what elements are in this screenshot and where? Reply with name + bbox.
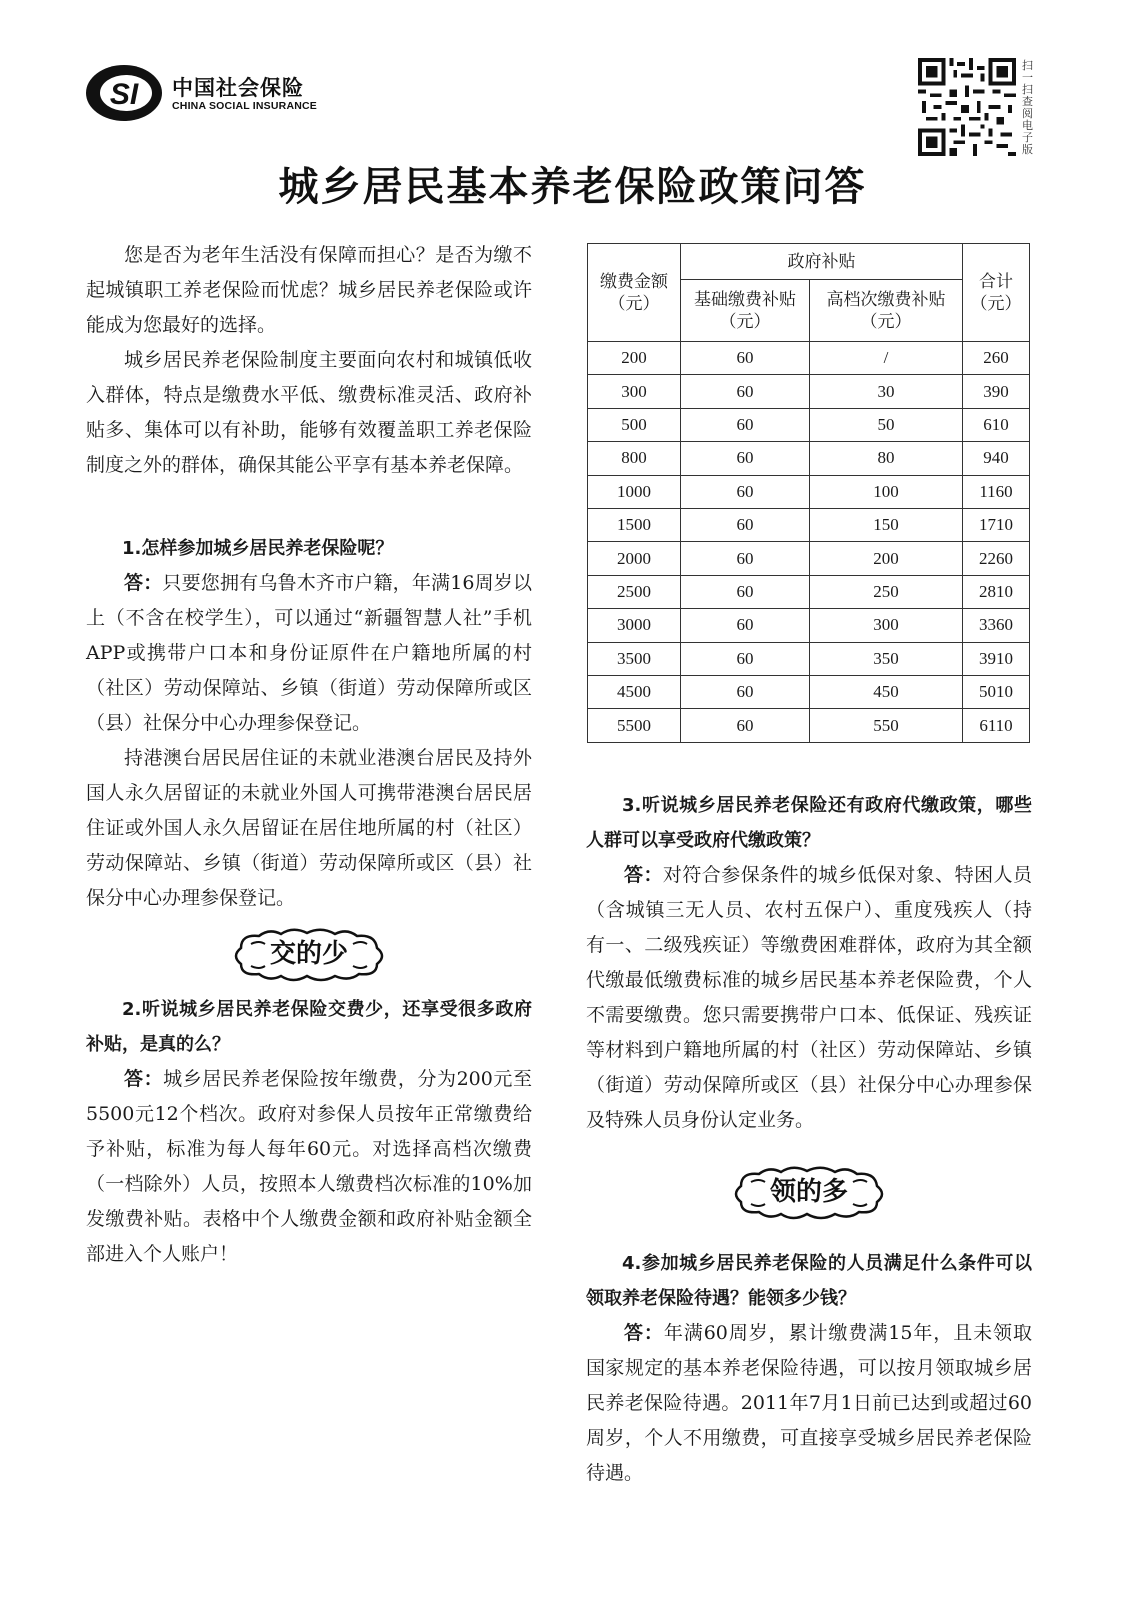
answer-label: 答： — [124, 572, 163, 594]
csi-logo-mark-icon — [84, 62, 164, 124]
cell-high-subsidy: 200 — [810, 542, 963, 575]
answer-3 — [586, 858, 1032, 1138]
table-row — [588, 509, 1030, 542]
answer-label: 答： — [624, 1322, 664, 1344]
cell-total: 3910 — [963, 642, 1030, 675]
question-3: 3.听说城乡居民养老保险还有政府代缴政策，哪些人群可以享受政府代缴政策？ — [586, 795, 1032, 851]
cell-high-subsidy: 350 — [810, 642, 963, 675]
header-basic-subsidy: 基础缴费补贴（元） — [681, 280, 810, 342]
cell-basic-subsidy: 60 — [681, 509, 810, 542]
cell-total: 1160 — [963, 475, 1030, 508]
banner-pay-less-label: 交的少 — [269, 939, 348, 969]
question-1: 1.怎样参加城乡居民养老保险呢？ — [122, 538, 394, 559]
right-column — [586, 788, 1032, 1491]
cell-high-subsidy: 150 — [810, 509, 963, 542]
table-row — [588, 408, 1030, 441]
cell-fee: 3000 — [588, 609, 681, 642]
cell-fee: 1500 — [588, 509, 681, 542]
answer-2-text: 城乡居民养老保险按年缴费，分为200元至5500元12个档次。政府对参保人员按年正常缴费给予补贴，标准为每人每年60元。对选择高档次缴费（一档除外）人员，按照本人缴费档次标准的10%加发缴费补贴。表格中个人缴费金额和政府补贴金额全部进入个人账户！ — [86, 1068, 532, 1265]
answer-2 — [86, 1062, 532, 1272]
cell-total: 390 — [963, 375, 1030, 408]
header-high-subsidy: 高档次缴费补贴（元） — [810, 280, 963, 342]
question-2: 2.听说城乡居民养老保险交费少，还享受很多政府补贴，是真的么？ — [86, 999, 532, 1055]
cell-high-subsidy: / — [810, 342, 963, 375]
table-row — [588, 375, 1030, 408]
header-fee: 缴费金额（元） — [588, 244, 681, 342]
cell-total: 610 — [963, 408, 1030, 441]
intro-paragraph-1: 您是否为老年生活没有保障而担心？是否为缴不起城镇职工养老保险而忧虑？城乡居民养老保险或许能成为您最好的选择。 — [86, 244, 532, 336]
china-social-insurance-logo — [84, 62, 334, 124]
cell-basic-subsidy: 60 — [681, 609, 810, 642]
cell-fee: 3500 — [588, 642, 681, 675]
table-row — [588, 542, 1030, 575]
cell-basic-subsidy: 60 — [681, 342, 810, 375]
table-body — [588, 342, 1030, 743]
header-total: 合计（元） — [963, 244, 1030, 342]
qr-caption: 扫一扫查阅电子版 — [1022, 59, 1033, 156]
intro-paragraph-2: 城乡居民养老保险制度主要面向农村和城镇低收入群体，特点是缴费水平低、缴费标准灵活、政府补贴多、集体可以有补助，能够有效覆盖职工养老保险制度之外的群体，确保其能公平享有基本养老保障。 — [86, 349, 532, 476]
table-row — [588, 475, 1030, 508]
banner-receive-more-label: 领的多 — [769, 1177, 848, 1207]
cell-total: 5010 — [963, 676, 1030, 709]
banner-pay-less — [229, 926, 389, 982]
table-row — [588, 676, 1030, 709]
table-row — [588, 609, 1030, 642]
question-4: 4.参加城乡居民养老保险的人员满足什么条件可以领取养老保险待遇？能领多少钱？ — [586, 1253, 1032, 1309]
cell-high-subsidy: 450 — [810, 676, 963, 709]
cell-basic-subsidy: 60 — [681, 408, 810, 441]
cell-fee: 800 — [588, 442, 681, 475]
table-row — [588, 442, 1030, 475]
cell-fee: 500 — [588, 408, 681, 441]
cell-basic-subsidy: 60 — [681, 375, 810, 408]
cell-total: 1710 — [963, 509, 1030, 542]
cell-basic-subsidy: 60 — [681, 676, 810, 709]
cell-basic-subsidy: 60 — [681, 475, 810, 508]
cell-high-subsidy: 550 — [810, 709, 963, 743]
page-title: 城乡居民基本养老保险政策问答 — [278, 164, 867, 210]
cell-fee: 2000 — [588, 542, 681, 575]
fee-subsidy-table — [587, 243, 1030, 743]
cell-basic-subsidy: 60 — [681, 709, 810, 743]
cell-fee: 300 — [588, 375, 681, 408]
cell-high-subsidy: 100 — [810, 475, 963, 508]
cell-high-subsidy: 300 — [810, 609, 963, 642]
header-gov-subsidy: 政府补贴 — [681, 244, 963, 280]
cell-high-subsidy: 30 — [810, 375, 963, 408]
cell-high-subsidy: 50 — [810, 408, 963, 441]
cell-fee: 200 — [588, 342, 681, 375]
answer-label: 答： — [124, 1068, 164, 1090]
cell-basic-subsidy: 60 — [681, 575, 810, 608]
cell-fee: 2500 — [588, 575, 681, 608]
logo-text-en: CHINA SOCIAL INSURANCE — [172, 100, 317, 112]
answer-1 — [86, 566, 532, 741]
answer-1-extra: 持港澳台居民居住证的未就业港澳台居民及持外国人永久居留证的未就业外国人可携带港澳台居民居住证或外国人永久居留证在居住地所属的村（社区）劳动保障站、乡镇（街道）劳动保障所或区（县）社保分中心办理参保登记。 — [86, 747, 532, 909]
svg-text:SI: SI — [109, 78, 139, 111]
banner-receive-more — [729, 1164, 889, 1220]
cell-high-subsidy: 80 — [810, 442, 963, 475]
table-row — [588, 642, 1030, 675]
cell-total: 2810 — [963, 575, 1030, 608]
qr-code-icon[interactable] — [918, 58, 1016, 156]
cell-basic-subsidy: 60 — [681, 642, 810, 675]
answer-label: 答： — [624, 864, 663, 886]
table-row — [588, 342, 1030, 375]
answer-4-text: 年满60周岁，累计缴费满15年，且未领取国家规定的基本养老保险待遇，可以按月领取城乡居民养老保险待遇。2011年7月1日前已达到或超过60周岁，个人不用缴费，可直接享受城乡居民养老保险待遇。 — [586, 1322, 1032, 1484]
answer-1-text: 只要您拥有乌鲁木齐市户籍，年满16周岁以上（不含在校学生），可以通过“新疆智慧人社”手机APP或携带户口本和身份证原件在户籍地所属的村（社区）劳动保障站、乡镇（街道）劳动保障所或区（县）社保分中心办理参保登记。 — [86, 572, 532, 734]
cell-fee: 5500 — [588, 709, 681, 743]
cell-total: 940 — [963, 442, 1030, 475]
cell-high-subsidy: 250 — [810, 575, 963, 608]
cell-basic-subsidy: 60 — [681, 442, 810, 475]
cell-total: 260 — [963, 342, 1030, 375]
answer-3-text: 对符合参保条件的城乡低保对象、特困人员（含城镇三无人员、农村五保户）、重度残疾人（持有一、二级残疾证）等缴费困难群体，政府为其全额代缴最低缴费标准的城乡居民基本养老保险费，个人不需要缴费。您只需要携带户口本、低保证、残疾证等材料到户籍地所属的村（社区）劳动保障站、乡镇（街道）劳动保障所或区（县）社保分中心办理参保及特殊人员身份认定业务。 — [586, 864, 1032, 1131]
cell-fee: 4500 — [588, 676, 681, 709]
cell-total: 3360 — [963, 609, 1030, 642]
logo-text-cn: 中国社会保险 — [172, 76, 304, 100]
cell-basic-subsidy: 60 — [681, 542, 810, 575]
table-row — [588, 575, 1030, 608]
cell-total: 2260 — [963, 542, 1030, 575]
cell-fee: 1000 — [588, 475, 681, 508]
cell-total: 6110 — [963, 709, 1030, 743]
answer-4 — [586, 1316, 1032, 1491]
left-column — [86, 238, 532, 1272]
table-row — [588, 709, 1030, 743]
